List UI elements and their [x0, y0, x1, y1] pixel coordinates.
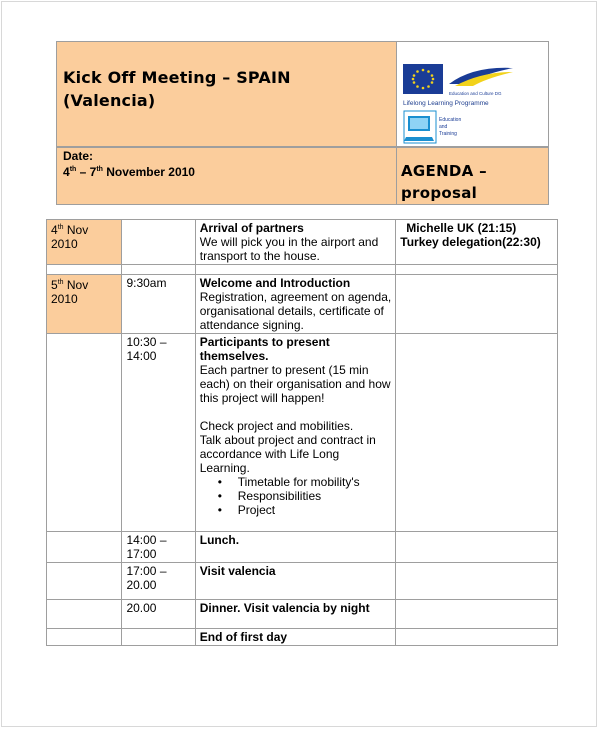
activity-title: Visit valencia: [199, 564, 276, 578]
note-cell: [396, 275, 558, 334]
agenda-heading: [396, 147, 549, 205]
time-cell: 10:30 – 14:00: [122, 334, 195, 532]
activity-cell: [195, 334, 396, 532]
list-item: • Project: [238, 503, 392, 517]
table-row: [47, 275, 558, 334]
activity-text: Registration, agreement on agenda, organisational details, certificate of attendance signing.: [199, 290, 392, 332]
edu-caption-2: and: [439, 124, 448, 130]
time-cell: [122, 220, 195, 265]
table-row: [47, 629, 558, 646]
table-row: [47, 532, 558, 563]
date-cell: [47, 334, 122, 532]
activity-text: Check project and mobilities.: [199, 419, 354, 433]
edu-caption-3: Training: [439, 131, 457, 137]
date-cell: 5th Nov 2010: [47, 275, 122, 334]
agenda-heading-line2: proposal: [401, 184, 478, 202]
eu-caption: Education and Culture DG: [449, 91, 502, 96]
note-line: Michelle UK (21:15): [406, 221, 517, 235]
bullet-list: [200, 475, 392, 517]
meeting-date: [56, 147, 397, 205]
activity-title: Welcome and Introduction: [199, 276, 351, 290]
note-cell: [396, 220, 558, 265]
meeting-title-line1: Kick Off Meeting – SPAIN: [63, 68, 291, 87]
eu-flag-logo: [403, 64, 515, 98]
meeting-title-line2: (Valencia): [63, 91, 156, 110]
date-label: Date:: [63, 149, 94, 163]
date-cell: [47, 532, 122, 563]
activity-title: Lunch.: [199, 533, 240, 547]
date-cell: 4th Nov 2010: [47, 220, 122, 265]
date-cell: [47, 563, 122, 600]
activity-cell: [195, 532, 396, 563]
list-item: • Timetable for mobility's: [238, 475, 392, 489]
time-cell: 14:00 – 17:00: [122, 532, 195, 563]
activity-title: End of first day: [199, 630, 288, 644]
note-cell: [396, 532, 558, 563]
agenda-table: [46, 219, 558, 646]
note-cell: [396, 334, 558, 532]
agenda-heading-line1: AGENDA –: [401, 162, 487, 180]
activity-title: Participants to present themselves.: [199, 335, 330, 363]
note-cell: [396, 629, 558, 646]
date-cell: [47, 629, 122, 646]
activity-title: Dinner. Visit valencia by night: [199, 601, 370, 615]
activity-text: Talk about project and contract in accordance with Life Long Learning.: [199, 433, 376, 475]
note-line: Turkey delegation(22:30): [400, 235, 541, 249]
table-row: [47, 220, 558, 265]
list-item: • Responsibilities: [238, 489, 392, 503]
llp-caption: Lifelong Learning Programme: [403, 100, 489, 107]
activity-cell: [195, 563, 396, 600]
activity-text: Each partner to present (15 min each) on their organisation and how this project will happen!: [199, 363, 391, 405]
spacer-row: [47, 265, 558, 275]
activity-cell: [195, 220, 396, 265]
time-cell: 20.00: [122, 600, 195, 629]
time-cell: 17:00 – 20.00: [122, 563, 195, 600]
time-cell: 9:30am: [122, 275, 195, 334]
edu-caption-1: Education: [439, 117, 462, 123]
note-cell: [396, 600, 558, 629]
activity-cell: [195, 275, 396, 334]
activity-cell: [195, 629, 396, 646]
activity-text: We will pick you in the airport and transport to the house.: [199, 235, 379, 263]
table-row: [47, 563, 558, 600]
activity-title: Arrival of partners: [199, 221, 304, 235]
table-row: [47, 334, 558, 532]
time-cell: [122, 629, 195, 646]
meeting-title: [56, 41, 397, 147]
activity-cell: [195, 600, 396, 629]
date-value: 4th – 7th November 2010: [63, 165, 195, 179]
note-cell: [396, 563, 558, 600]
table-row: [47, 600, 558, 629]
logos-panel: [396, 41, 549, 147]
date-cell: [47, 600, 122, 629]
education-training-logo: [403, 110, 475, 146]
